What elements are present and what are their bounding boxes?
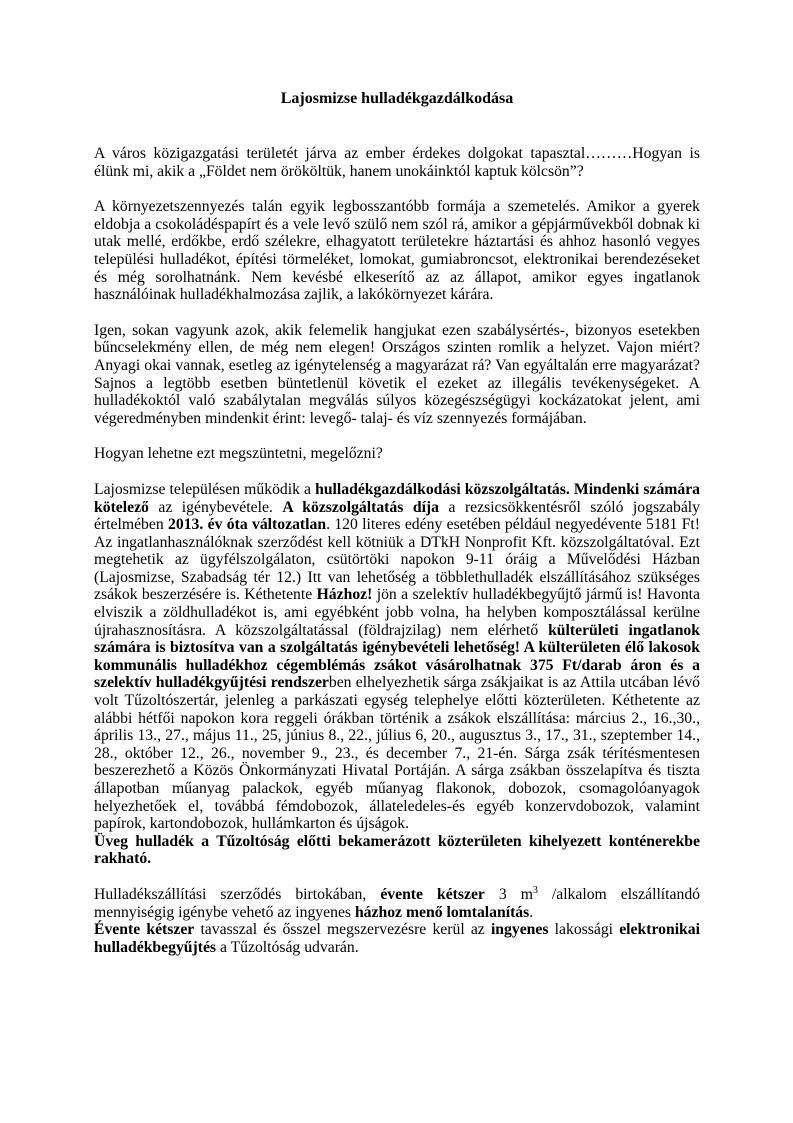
text-run: A környezetszennyezés talán egyik legbosszantóbb formája a szemetelés. Amikor a gyerek eldobja a csokoládéspapírt és a vele levő szülő nem szól rá, amikor a gépjárművekből dobnak ki utak mellé, erdőkbe, erdő szélekre, elhagyatott területekre háztartási és ahhoz hasonló vegyes települési hulladékot, építési törmeléket, lomokat, gumiabroncsot, elektronikai berendezéseket és még sorolhatnánk. Nem kevésbé elkeserítő az az állapot, amikor egyes ingatlanok használóinak hulladékhalmozása zajlik, a lakókörnyezet kárára. [94,198,700,304]
text-run: az igénybevétele. [148,498,283,516]
paragraph [94,322,700,428]
text-run: lakossági [548,921,620,939]
paragraph [94,886,700,921]
text-run: tavasszal és ősszel megszervezésre kerül az [194,921,491,939]
paragraph [94,481,700,833]
text-run: ben elhelyezhetik sárga zsákjaikat is az Attila utcában lévő volt Tűzoltószertár, jelenleg a parkászati egység telephelye előtti közterületen. Kéthetente az alábbi hétfői napokon kora reggeli órákban történik a zsákok elszállítása: március 2., 16.,30., április 13., 27., május 11., 25, június 8., 22., július 6, 20., augusztus 3., 17., 31., szeptember 14., 28., október 12., 26., november 9., 23., és december 7., 21-én. Sárga zsák térítésmentesen beszerezhető a Közös Önkormányzati Hivatal Portáján. A sárga zsákban összelapítva és tiszta állapotban műanyag palackok, egyéb műanyag flakonok, dobozok, csomagolóanyagok helyezhetőek el, továbbá fémdobozok, állateledeles-és egyéb konzervdobozok, valamint papírok, kartondobozok, hullámkarton és újságok. [94,674,701,833]
text-run: Lajosmizse településen működik a [94,480,316,498]
bold-text-run: A közszolgáltatás díja [282,498,439,516]
bold-text-run: ingyenes [490,921,549,939]
document-title: Lajosmizse hulladékgazdálkodása [280,90,514,107]
text-run: Hulladékszállítási szerződés birtokában, [94,885,381,903]
document-body [94,145,700,956]
paragraph [94,198,700,304]
paragraph [94,445,700,463]
text-run: jön a szelektív hulladékbegyűjtő jármű is! Havonta elviszik a zöldhulladékot is, ami egyébként jobb volna, ha helyben komposztálással kerülne újrahasznosításra. A közszolgáltatással (földrajzilag) nem elérhető [94,586,700,639]
text-run: Hogyan lehetne ezt megszüntetni, megelőzni? [94,445,383,463]
bold-text-run: 2013. év óta változatlan [168,516,327,534]
paragraph [94,833,700,868]
bold-text-run: Üveg hulladék a Tűzoltóság előtti bekamerázott közterületen kihelyezett konténerekbe rakható. [94,832,700,868]
paragraph [94,145,700,180]
bold-text-run: házhoz menő lomtalanítás [354,903,530,921]
bold-text-run: Házhoz! [316,586,373,604]
bold-text-run: elektronikai hulladékbegyűjtés [94,921,700,956]
text-run: 3 m [484,885,533,903]
bold-text-run: évente kétszer [380,885,485,903]
text-run: . [529,903,534,921]
text-run: 3 [532,884,538,896]
text-run: . 120 literes edény esetében például negyedévente 5181 Ft! Az ingatlanhasználóknak szerződést kell kötniük a DTkH Nonprofit Kft. közszolgáltatóval. Ezt megtehetik az ügyfélszolgálaton, csütörtöki napokon 9-11 óráig a Művelődési Házban (Lajosmizse, Szabadság tér 12.) Itt van lehetőség a többlethulladék elszállításához szükséges zsákok beszerzésére is. Kéthetente [94,516,700,604]
text-run: Igen, sokan vagyunk azok, akik felemelik hangjukat ezen szabálysértés-, bizonyos esetekben bűncselekmény ellen, de még nem elegen! Országos szinten romlik a helyzet. Vajon miért? Anyagi okai vannak, esetleg az igénytelenség a magyarázat rá? Van egyáltalán erre magyarázat? Sajnos a legtöbb esetben büntetlenül követik el ezeket az illegális tevékenységeket. A hulladékoktól való szabálytalan megválás súlyos közegészségügyi kockázatokat jelent, ami végeredményben mindenkit érint: levegő- talaj- és víz szennyezés formájában. [94,321,700,427]
text-run: A város közigazgatási területét járva az ember érdekes dolgokat tapasztal………Hogyan is élünk mi, akik a „Földet nem örököltük, hanem unokáinktól kaptuk kölcsön”? [94,145,700,180]
bold-text-run: Évente kétszer [94,921,195,939]
paragraph [94,921,700,956]
bold-text-run: külterületi ingatlanok számára is biztosítva van a szolgáltatás igénybevételi lehetőség! A külterületen élő lakosok kommunális hulladékhoz cégemblémás zsákot vásárolhatnak 375 Ft/darab áron és a szelektív hulladékgyűjtési rendszer [94,621,700,692]
text-run: /alkalom elszállítandó mennyiségig igénybe vehető az ingyenes [94,885,701,921]
text-run: a Tűzoltóság udvarán. [216,938,359,956]
text-run: a rezsicsökkentésről szóló jogszabály értelmében [94,498,700,534]
bold-text-run: hulladékgazdálkodási közszolgáltatás. Mindenki számára kötelező [94,480,701,516]
